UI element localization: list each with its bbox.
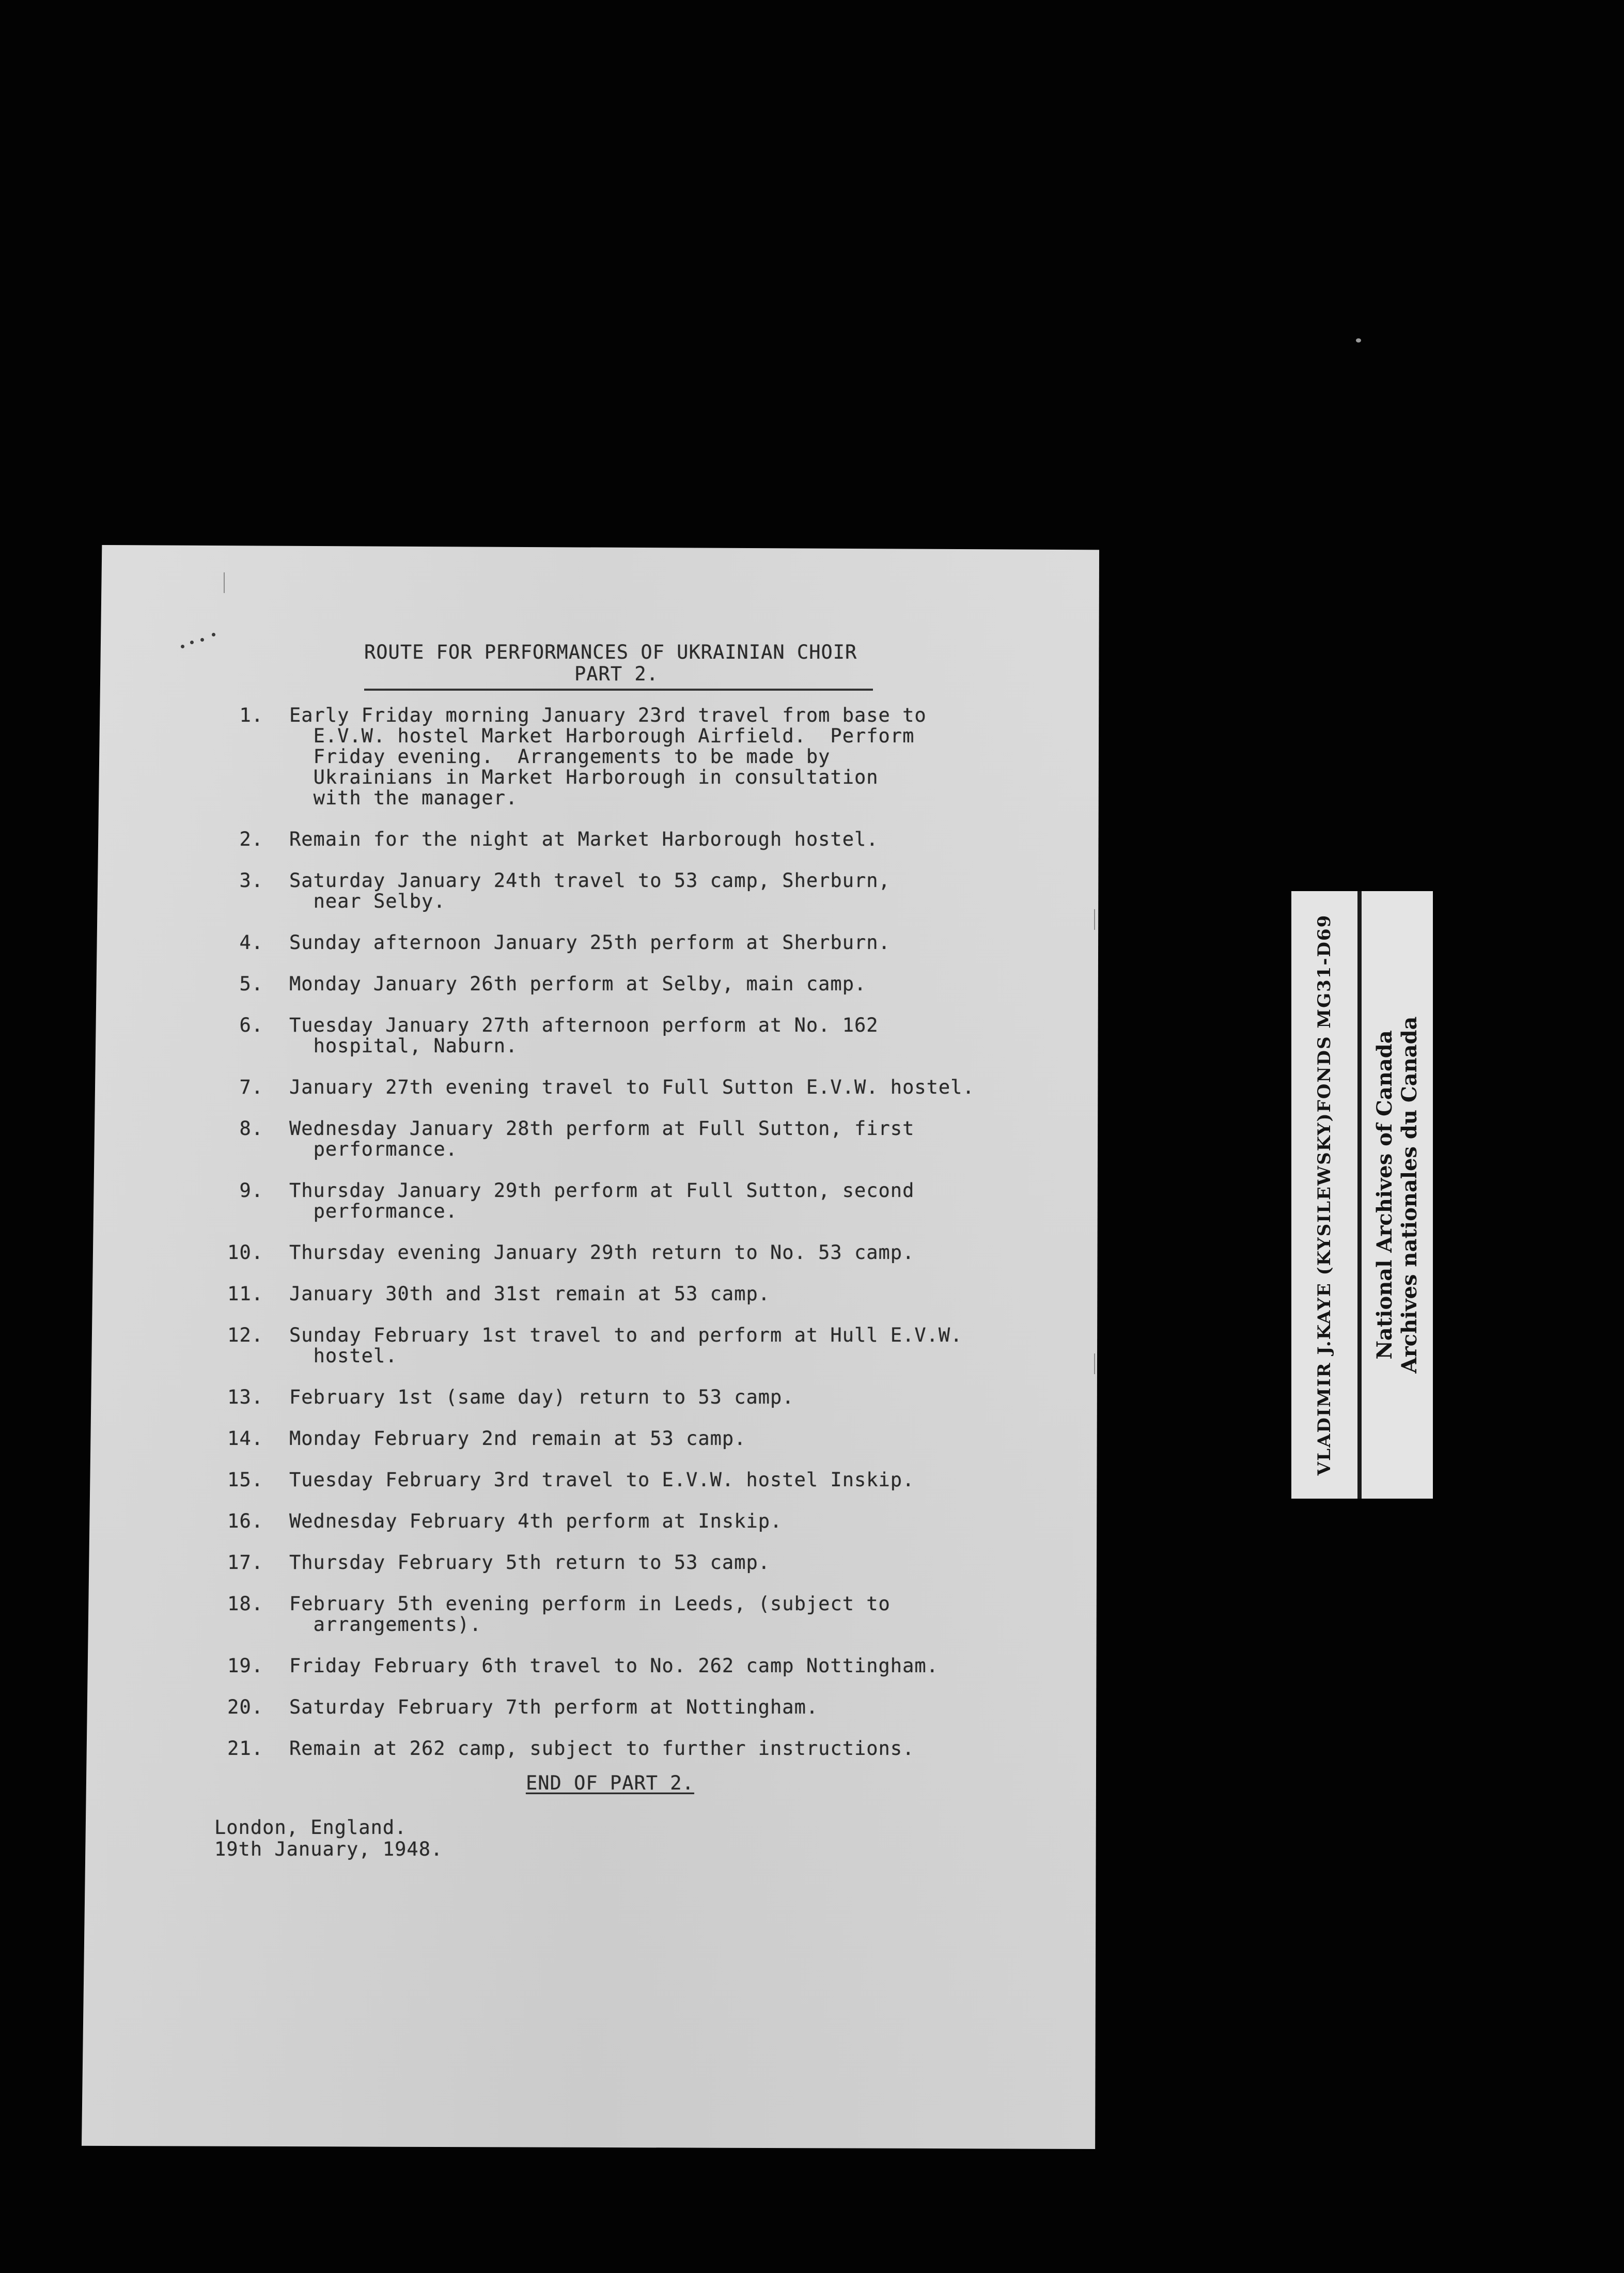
label-divider (1357, 891, 1362, 1499)
item-number: 11. (227, 1283, 263, 1305)
list-item (207, 1284, 1012, 1304)
item-number: 16. (227, 1510, 263, 1532)
title-underline (364, 689, 873, 691)
item-text: Saturday January 24th travel to 53 camp, Sherburn, near Selby. (289, 869, 891, 912)
end-of-part-note: END OF PART 2. (526, 1772, 694, 1794)
item-number: 8. (239, 1117, 263, 1140)
paper-edge-mark (1094, 1353, 1095, 1374)
item-text: February 1st (same day) return to 53 camp. (289, 1386, 794, 1408)
item-text: Wednesday February 4th perform at Inskip. (289, 1510, 783, 1532)
document-title: ROUTE FOR PERFORMANCES OF UKRAINIAN CHOIR (364, 641, 857, 663)
item-number: 10. (227, 1241, 263, 1264)
item-text: Friday February 6th travel to No. 262 camp Nottingham. (289, 1655, 939, 1677)
fonds-label-text: VLADIMIR J.KAYE (KYSILEWSKY)FONDS MG31-D69 (1314, 914, 1335, 1476)
item-number: 17. (227, 1551, 263, 1574)
list-item (207, 1511, 1012, 1532)
item-text: January 30th and 31st remain at 53 camp. (289, 1283, 771, 1305)
item-text: Thursday January 29th perform at Full Sutton, second performance. (289, 1179, 915, 1222)
list-item (207, 1738, 1012, 1759)
item-text: Thursday February 5th return to 53 camp. (289, 1551, 771, 1574)
item-number: 13. (227, 1386, 263, 1408)
item-number: 2. (239, 828, 263, 850)
item-text: January 27th evening travel to Full Sutton E.V.W. hostel. (289, 1076, 975, 1098)
item-text: Tuesday January 27th afternoon perform at No. 162 hospital, Naburn. (289, 1014, 879, 1057)
item-text: Thursday evening January 29th return to No. 53 camp. (289, 1241, 915, 1264)
archives-label-french: Archives nationales du Canada (1397, 1016, 1422, 1374)
item-text: Sunday afternoon January 25th perform at Sherburn. (289, 931, 891, 954)
archives-label-strip (1362, 891, 1433, 1499)
paper-edge-mark (1094, 909, 1095, 930)
item-number: 7. (239, 1076, 263, 1098)
list-item (207, 1697, 1012, 1718)
item-number: 1. (239, 704, 263, 726)
list-item (207, 1118, 1012, 1160)
list-item (207, 705, 1012, 808)
item-text: Sunday February 1st travel to and perform at Hull E.V.W. hostel. (289, 1324, 963, 1367)
item-number: 14. (227, 1427, 263, 1450)
list-item (207, 829, 1012, 850)
fonds-label-strip (1291, 891, 1357, 1499)
item-text: Monday January 26th perform at Selby, main camp. (289, 973, 867, 995)
list-item (207, 1656, 1012, 1676)
document-subtitle: PART 2. (574, 663, 659, 685)
item-number: 4. (239, 931, 263, 954)
document-place: London, England. (214, 1816, 407, 1839)
item-text: Remain at 262 camp, subject to further instructions. (289, 1737, 915, 1760)
list-item (207, 932, 1012, 953)
list-item (207, 1077, 1012, 1098)
document-date: 19th January, 1948. (214, 1838, 443, 1860)
item-number: 6. (239, 1014, 263, 1036)
list-item (207, 870, 1012, 912)
paper-mark (181, 645, 184, 648)
archives-label-english: National Archives of Canada (1372, 1030, 1397, 1360)
item-number: 19. (227, 1655, 263, 1677)
archives-label-text (1372, 1017, 1422, 1374)
item-number: 15. (227, 1469, 263, 1491)
item-number: 5. (239, 973, 263, 995)
list-item (207, 974, 1012, 994)
paper-mark (212, 633, 215, 636)
paper-mark (190, 641, 194, 644)
item-text: February 5th evening perform in Leeds, (subject to arrangements). (289, 1593, 891, 1636)
list-item (207, 1180, 1012, 1222)
item-number: 21. (227, 1737, 263, 1760)
item-number: 18. (227, 1593, 263, 1615)
item-text: Saturday February 7th perform at Nottingham. (289, 1696, 819, 1718)
list-item (207, 1015, 1012, 1056)
route-list (207, 705, 1012, 1780)
item-text: Tuesday February 3rd travel to E.V.W. hostel Inskip. (289, 1469, 915, 1491)
list-item (207, 1594, 1012, 1635)
item-text: Wednesday January 28th perform at Full Sutton, first performance. (289, 1117, 915, 1160)
item-number: 20. (227, 1696, 263, 1718)
list-item (207, 1325, 1012, 1366)
dust-speck (1356, 338, 1361, 342)
list-item (207, 1470, 1012, 1490)
list-item (207, 1242, 1012, 1263)
item-number: 3. (239, 869, 263, 892)
item-text: Early Friday morning January 23rd travel from base to E.V.W. hostel Market Harborough Airfield. Perform Friday evening. Arrangements to be made by Ukrainians in Market Harborough in consultation with the manager. (289, 704, 927, 809)
list-item (207, 1387, 1012, 1408)
list-item (207, 1552, 1012, 1573)
item-text: Monday February 2nd remain at 53 camp. (289, 1427, 746, 1450)
item-text: Remain for the night at Market Harborough hostel. (289, 828, 879, 850)
paper-mark (200, 638, 204, 642)
paper-edge-mark (224, 572, 225, 593)
list-item (207, 1428, 1012, 1449)
item-number: 9. (239, 1179, 263, 1202)
item-number: 12. (227, 1324, 263, 1346)
